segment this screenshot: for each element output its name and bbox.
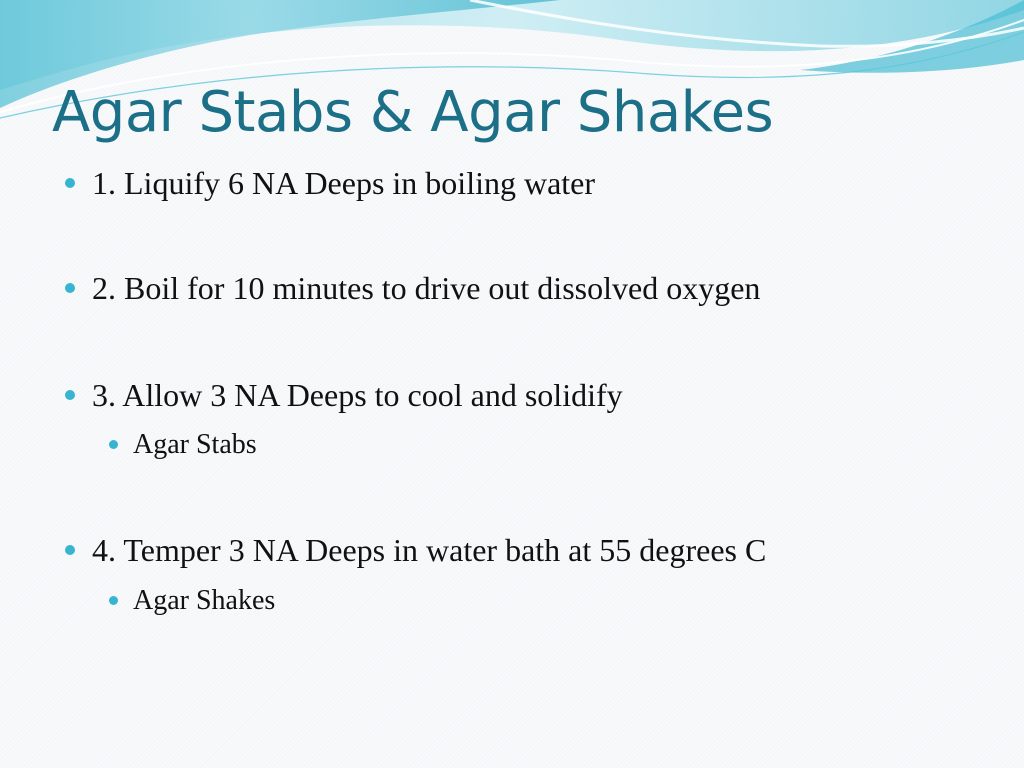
bullet-dot-icon <box>65 283 75 293</box>
bullet-item <box>92 375 623 415</box>
bullet-dot-icon <box>65 390 75 400</box>
bullet-dot-icon <box>109 440 118 449</box>
bullet-text: 1. Liquify 6 NA Deeps in boiling water <box>92 165 596 201</box>
bullet-dot-icon <box>65 178 75 188</box>
sub-bullet-item <box>133 583 275 619</box>
slide-title: Agar Stabs & Agar Shakes <box>52 80 774 145</box>
sub-bullet-item <box>133 427 257 463</box>
bullet-text: Agar Shakes <box>133 585 276 616</box>
bullet-item <box>92 163 595 203</box>
bullet-text: 4. Temper 3 NA Deeps in water bath at 55 degrees C <box>92 532 767 568</box>
bullet-dot-icon <box>65 545 75 555</box>
bullet-item <box>92 268 760 308</box>
bullet-item <box>92 530 766 570</box>
bullet-dot-icon <box>109 596 118 605</box>
bullet-text: 2. Boil for 10 minutes to drive out dissolved oxygen <box>92 270 761 306</box>
bullet-text: 3. Allow 3 NA Deeps to cool and solidify <box>92 377 623 413</box>
bullet-text: Agar Stabs <box>133 429 257 460</box>
